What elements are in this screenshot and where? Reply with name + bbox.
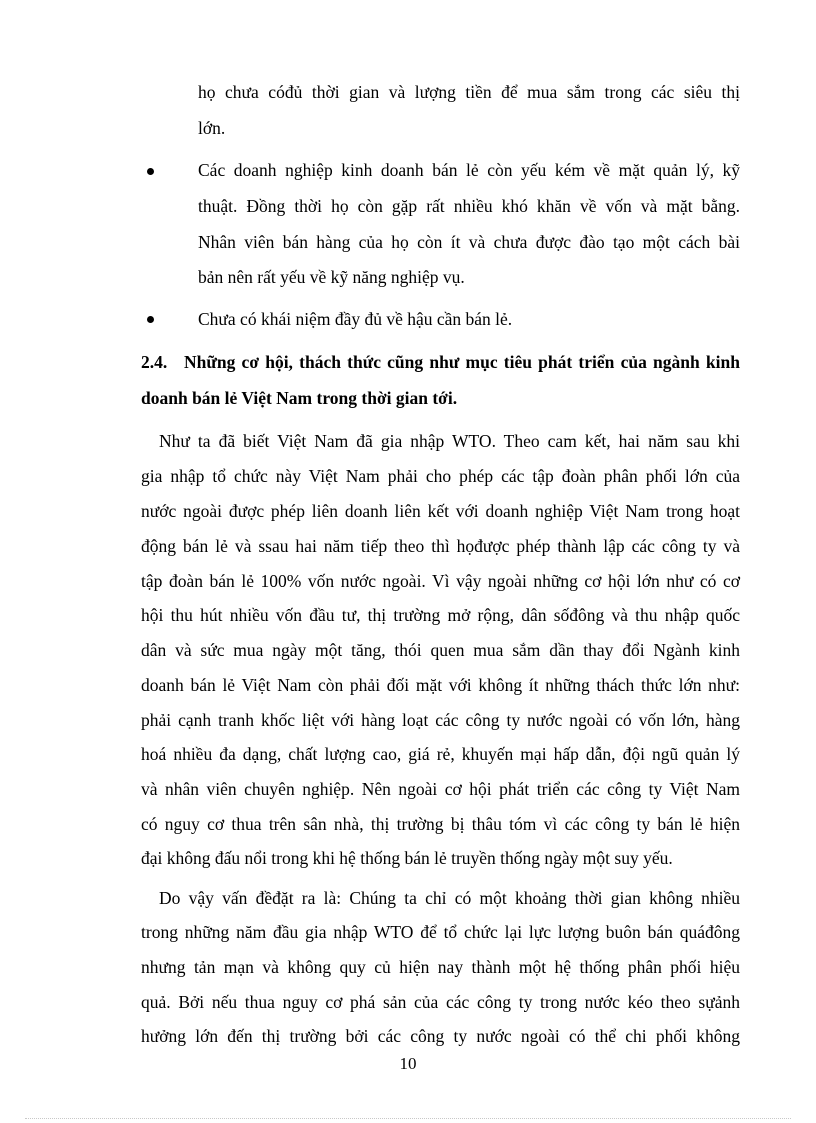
paragraph-line: Do vậy vấn đềđặt ra là: Chúng ta chỉ có một khoảng thời gian không nhiều (159, 888, 740, 908)
paragraph-line: nhưng tản mạn và không quy củ hiện nay thành một hệ thống phân phối hiệu (141, 957, 740, 977)
section-title: Những cơ hội, thách thức cũng như mục tiêu phát triển của ngành kinh (184, 352, 740, 372)
section-number: 2.4. (141, 352, 168, 372)
bullet-item-line: bản nên rất yếu về kỹ năng nghiệp vụ. (198, 267, 465, 287)
paragraph-line: tập đoàn bán lẻ 100% vốn nước ngoài. Vì vậy ngoài những cơ hội lớn như có cơ (141, 571, 740, 591)
bullet-continuation-line: họ chưa cóđủ thời gian và lượng tiền để mua sắm trong các siêu thị (198, 82, 740, 102)
paragraph-line: gia nhập tổ chức này Việt Nam phải cho phép các tập đoàn phân phối lớn của (141, 466, 740, 486)
bullet-item-line: thuật. Đồng thời họ còn gặp rất nhiều khó khăn về vốn và mặt bằng. (198, 196, 740, 216)
bullet-dot (147, 316, 154, 323)
bullet-continuation-line: lớn. (198, 118, 226, 138)
paragraph-line: nước ngoài được phép liên doanh liên kết với doanh nghiệp Việt Nam trong hoạt (141, 501, 740, 521)
paragraph-line: hội thu hút nhiều vốn đầu tư, thị trường mở rộng, dân sốđông và thu nhập quốc (141, 605, 740, 625)
paragraph-line: trong những năm đầu gia nhập WTO để tổ chức lại lực lượng buôn bán quáđông (141, 922, 740, 942)
bullet-item-line: Nhân viên bán hàng của họ còn ít và chưa được đào tạo một cách bài (198, 232, 740, 252)
paragraph-line: động bán lẻ và ssau hai năm tiếp theo thì họđược phép thành lập các công ty và (141, 536, 740, 556)
page-edge-divider (25, 1118, 791, 1119)
page-number: 10 (399, 1054, 417, 1073)
bullet-item-line: Các doanh nghiệp kinh doanh bán lẻ còn yếu kém về mặt quản lý, kỹ (198, 160, 740, 180)
paragraph-line: có nguy cơ thua trên sân nhà, thị trường bị thâu tóm vì các công ty bán lẻ hiện (141, 814, 740, 834)
paragraph-line: quả. Bởi nếu thua nguy cơ phá sản của các công ty trong nước kéo theo sựảnh (141, 992, 740, 1012)
paragraph-line: dân và sức mua ngày một tăng, thói quen mua sắm dần thay đổi Ngành kinh (141, 640, 740, 660)
bullet-dot (147, 168, 154, 175)
paragraph-line: hưởng lớn đến thị trường bởi các công ty nước ngoài có thể chi phối không (141, 1026, 740, 1046)
paragraph-line: doanh bán lẻ Việt Nam còn phải đối mặt với không ít những thách thức lớn như: (141, 675, 740, 695)
paragraph-line: Như ta đã biết Việt Nam đã gia nhập WTO. Theo cam kết, hai năm sau khi (159, 431, 740, 451)
paragraph-line: và nhân viên chuyên nghiệp. Nên ngoài cơ hội phát triển các công ty Việt Nam (141, 779, 740, 799)
section-title: doanh bán lẻ Việt Nam trong thời gian tới. (141, 388, 458, 408)
paragraph-line: hoá nhiều đa dạng, chất lượng cao, giá rẻ, khuyến mại hấp dẫn, đội ngũ quản lý (141, 744, 740, 764)
paragraph-line: phải cạnh tranh khốc liệt với hàng loạt các công ty nước ngoài có vốn lớn, hàng (141, 710, 740, 730)
paragraph-line: đại không đấu nổi trong khi hệ thống bán lẻ truyền thống ngày một suy yếu. (141, 848, 673, 868)
bullet-item-line: Chưa có khái niệm đầy đủ về hậu cần bán lẻ. (198, 309, 513, 329)
